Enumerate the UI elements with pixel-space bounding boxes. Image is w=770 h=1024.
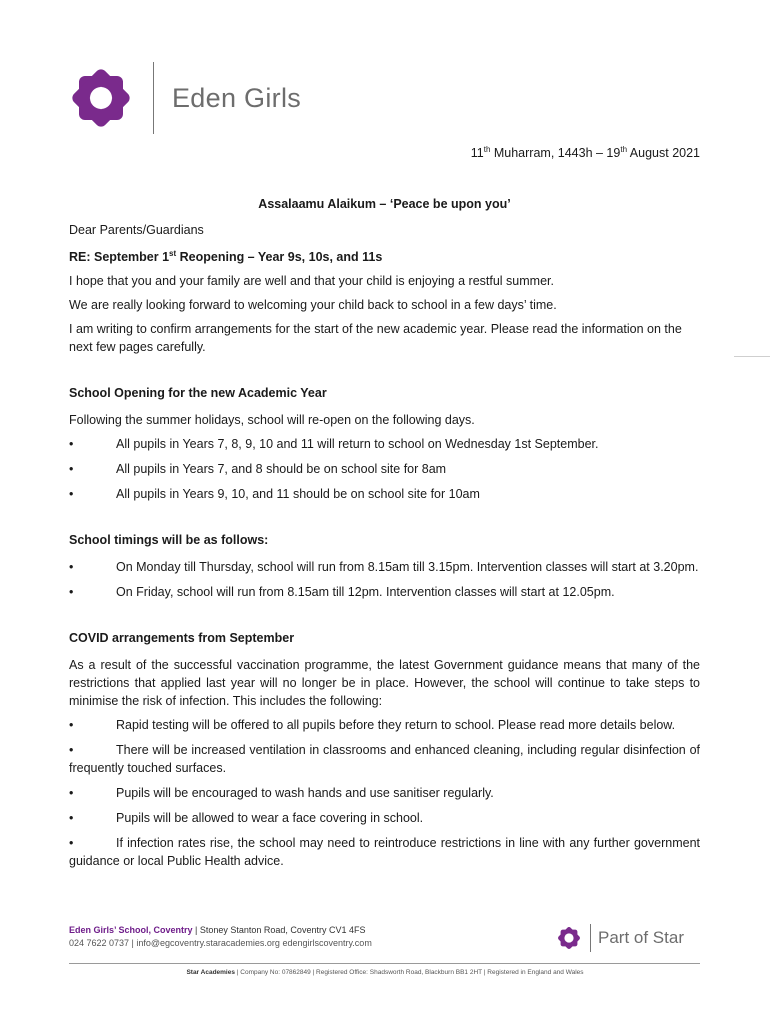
- eden-girls-logo-icon: [67, 66, 135, 130]
- logo-divider: [153, 62, 154, 134]
- greeting-title: Assalaamu Alaikum – ‘Peace be upon you’: [258, 197, 511, 211]
- margin-mark: [734, 356, 770, 357]
- covid-intro: As a result of the successful vaccination programme, the latest Government guidance means that many of the restrictions that applied last year will no longer be in place. However, the school will continue to take steps to minimise the risk of infection. This includes the following:: [69, 658, 700, 709]
- list-item: • There will be increased ventilation in classrooms and enhanced cleaning, including regular disinfection of frequently touched surfaces.: [69, 743, 700, 776]
- letter-body: [69, 195, 700, 877]
- timings-heading: School timings will be as follows:: [69, 533, 269, 548]
- intro-paragraph-1: I hope that you and your family are well and that your child is enjoying a restful summer.: [69, 274, 554, 289]
- star-divider: [590, 924, 591, 952]
- part-of-star-text: Part of Star: [598, 928, 684, 947]
- footer-school-line: Eden Girls’ School, Coventry | Stoney Stanton Road, Coventry CV1 4FS: [69, 925, 366, 935]
- list-item: • On Monday till Thursday, school will run from 8.15am till 3.15pm. Intervention classes will start at 3.20pm.: [69, 560, 699, 575]
- list-item: • All pupils in Years 7, 8, 9, 10 and 11 will return to school on Wednesday 1st September.: [69, 437, 599, 452]
- footer-rule: [69, 963, 700, 964]
- legal-line: Star Academies | Company No: 07862849 | Registered Office: Shadsworth Road, Blackburn BB1 2HT | Registered in England and Wales: [186, 969, 584, 976]
- letter-date: 11th Muharram, 1443h – 19th August 2021: [470, 145, 700, 161]
- footer-address: [69, 924, 372, 950]
- subject-line: RE: September 1st Reopening – Year 9s, 10s, and 11s: [69, 249, 383, 265]
- list-item: • All pupils in Years 9, 10, and 11 should be on school site for 10am: [69, 487, 480, 502]
- opening-intro: Following the summer holidays, school will re-open on the following days.: [69, 413, 475, 428]
- list-item: • On Friday, school will run from 8.15am till 12pm. Intervention classes will start at 12.05pm.: [69, 585, 615, 600]
- list-item: • If infection rates rise, the school may need to reintroduce restrictions in line with any further government guidance or local Public Health advice.: [69, 836, 700, 869]
- star-academies-logo-icon: [556, 925, 582, 951]
- intro-paragraph-3: I am writing to confirm arrangements for the start of the new academic year. Please read the information on the next few pages carefully.: [69, 322, 682, 355]
- opening-heading: School Opening for the new Academic Year: [69, 386, 327, 401]
- list-item: • Pupils will be allowed to wear a face covering in school.: [69, 811, 424, 826]
- salutation: Dear Parents/Guardians: [69, 223, 204, 237]
- logo-text: Eden Girls: [172, 83, 302, 113]
- list-item: • All pupils in Years 7, and 8 should be on school site for 8am: [69, 462, 447, 477]
- list-item: • Pupils will be encouraged to wash hands and use sanitiser regularly.: [69, 786, 494, 801]
- covid-heading: COVID arrangements from September: [69, 631, 295, 646]
- intro-paragraph-2: We are really looking forward to welcoming your child back to school in a few days’ time.: [69, 298, 557, 313]
- footer-contact-line: 024 7622 0737 | info@egcoventry.staracademies.org edengirlscoventry.com: [69, 938, 372, 948]
- list-item: • Rapid testing will be offered to all pupils before they return to school. Please read more details below.: [69, 718, 676, 733]
